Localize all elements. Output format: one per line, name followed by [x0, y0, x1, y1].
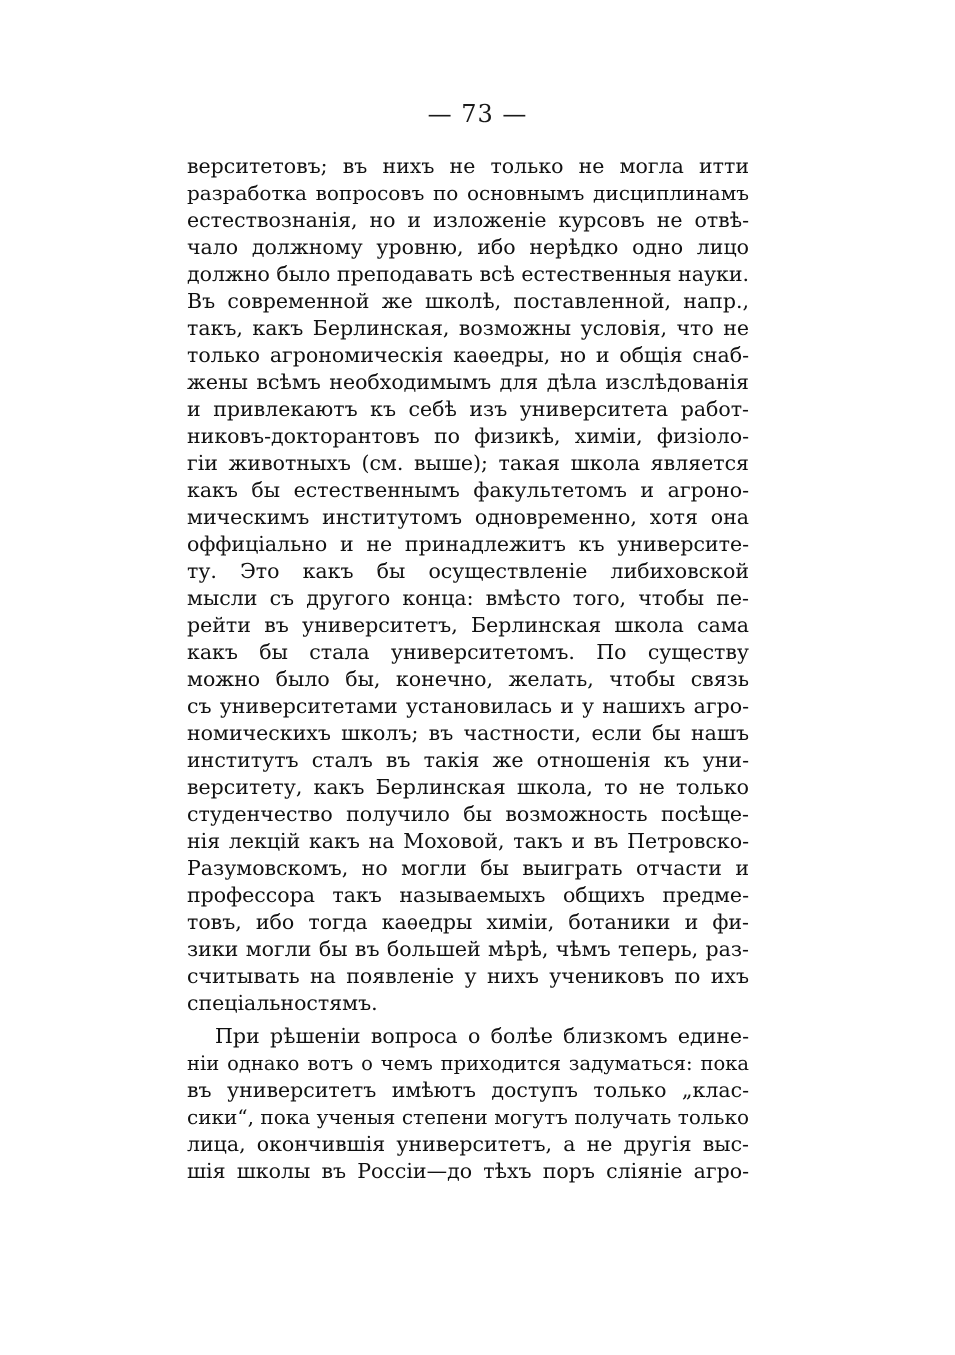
text-line: лица, окончившія университетъ, а не другія выс-	[187, 1132, 749, 1156]
text-line: какъ бы естественнымъ факультетомъ и агроно-	[187, 478, 749, 502]
text-line: сики“, пока ученыя степени могутъ получать только	[187, 1105, 749, 1129]
text-line: мическимъ институтомъ одновременно, хотя она	[187, 505, 749, 529]
text-line: студенчество получило бы возможность посѣще-	[187, 802, 749, 826]
text-line: гіи животныхъ (см. выше); такая школа является	[187, 451, 749, 475]
text-line: естествознанія, но и изложеніе курсовъ не отвѣ-	[187, 208, 749, 232]
text-line: товъ, ибо тогда каѳедры химіи, ботаники и фи-	[187, 910, 749, 934]
text-line: номическихъ школъ; въ частности, если бы нашъ	[187, 721, 749, 745]
text-line: жены всѣмъ необходимымъ для дѣла изслѣдованія	[187, 370, 749, 394]
text-line: ту. Это какъ бы осуществленіе либиховской	[187, 559, 749, 583]
text-line: такъ, какъ Берлинская, возможны условія, что не	[187, 316, 749, 340]
text-line: въ университетъ имѣютъ доступъ только „клас-	[187, 1078, 749, 1102]
text-line: съ университетами установилась и у нашихъ агро-	[187, 694, 749, 718]
text-line: оффиціально и не принадлежитъ къ университе-	[187, 532, 749, 556]
text-line: рейти въ университетъ, Берлинская школа сама	[187, 613, 749, 637]
text-line: никовъ-докторантовъ по физикѣ, химіи, физіоло-	[187, 424, 749, 448]
text-line: должно было преподавать всѣ естественныя науки.	[187, 262, 749, 286]
text-line: Разумовскомъ, но могли бы выиграть отчасти и	[187, 856, 749, 880]
text-line: и привлекаютъ къ себѣ изъ университета работ-	[187, 397, 749, 421]
text-line: шія школы въ Россіи—до тѣхъ поръ сліяніе агро-	[187, 1159, 749, 1183]
text-line: какъ бы стала университетомъ. По существу	[187, 640, 749, 664]
text-line: нія лекцій какъ на Моховой, такъ и въ Петровско-	[187, 829, 749, 853]
page-number: — 73 —	[427, 100, 528, 128]
text-line: разработка вопросовъ по основнымъ дисциплинамъ	[187, 181, 749, 205]
text-line: При рѣшеніи вопроса о болѣе близкомъ едине-	[215, 1024, 749, 1048]
text-line: Въ современной же школѣ, поставленной, напр.,	[187, 289, 749, 313]
text-line: профессора такъ называемыхъ общихъ предме-	[187, 883, 749, 907]
text-line: считывать на появленіе у нихъ учениковъ по ихъ	[187, 964, 749, 988]
text-line: чало должному уровню, ибо нерѣдко одно лицо	[187, 235, 749, 259]
paragraph-2	[187, 1023, 749, 1185]
text-line: верситетовъ; въ нихъ не только не могла итти	[187, 154, 749, 178]
text-line: институтъ сталъ въ такія же отношенія къ уни-	[187, 748, 749, 772]
text-line: зики могли бы въ большей мѣрѣ, чѣмъ теперь, раз-	[187, 937, 749, 961]
body-text	[187, 153, 749, 1185]
text-line: только агрономическія каѳедры, но и общія снаб-	[187, 343, 749, 367]
text-line: ніи однако вотъ о чемъ приходится задуматься: пока	[187, 1052, 749, 1075]
text-line: верситету, какъ Берлинская школа, то не только	[187, 775, 749, 799]
text-line: мысли съ другого конца: вмѣсто того, чтобы пе-	[187, 586, 749, 610]
text-line: можно было бы, конечно, желать, чтобы связь	[187, 667, 749, 691]
paragraph-1	[187, 153, 749, 1017]
text-line: спеціальностямъ.	[187, 991, 378, 1015]
